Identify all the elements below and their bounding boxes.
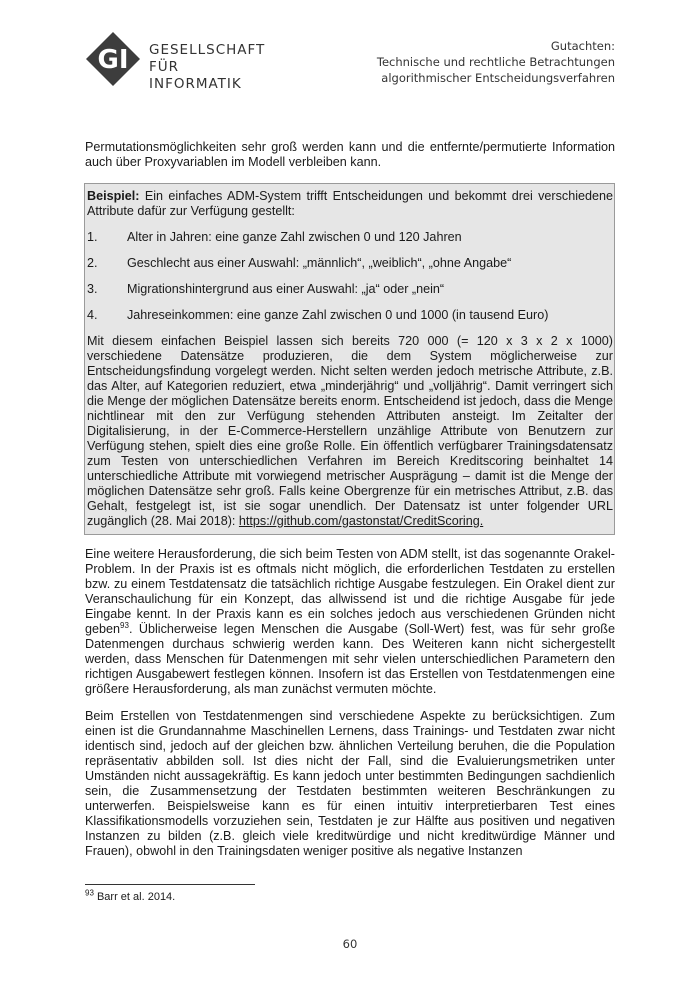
paragraph-test-data: Beim Erstellen von Testdatenmengen sind verschiedene Aspekte zu berücksichtigen. Zum einen ist die Grundannahme Maschinellen Lernens, dass Trainings- und Testdaten zwar nicht identisch sind, jedoch auf der gleichen bzw. ähnlichen Verteilung beruhen, die die Population repräsentativ abbilden soll. Ist dies nicht der Fall, sind die Evaluierungsmetriken unter Umständen nicht aussagekräftig. Es kann jedoch unter bestimmten Bedingungen sachdienlich sein, die Zusammensetzung der Testdaten bestimmten weiteren Beschränkungen zu unterwerfen. Beispielsweise kann es für einen intuitiv interpretierbaren Test eines Klassifikationsmodells vorzuziehen sein, Testdaten je zur Hälfte aus positiven und negativen Instanzen zu bilden (z.B. gleich viele kreditwürdige und nicht kreditwürdige Männer und Frauen), obwohl in den Trainingsdaten weniger positive als negative Instanzen xyxy=(85,709,615,858)
example-lead-text: Ein einfaches ADM-System trifft Entscheidungen und bekommt drei verschiedene Attribute dafür zur Verfügung gestellt: xyxy=(87,189,614,218)
example-body-text: Mit diesem einfachen Beispiel lassen sich bereits 720 000 (= 120 x 3 x 2 x 1000) verschiedene Datensätze produzieren, die dem System möglicherweise zur Entscheidungsfindung vorgelegt werden. Nicht selten werden jedoch metrische Attribute, z.B. das Alter, auf Kategorien reduziert, etwa „minderjährig“ und „volljährig“. Damit verringert sich die Menge der möglichen Datensätze bereits enorm. Entscheidend ist jedoch, dass die Menge nichtlinear mit den zur Verfügung stehenden Attributen ansteigt. Im Zeitalter der Digitalisierung, in der E-Commerce-Herstellern unzählige Attribute von Benutzern zur Verfügung stehen, spielt dies eine große Rolle. Ein öffentlich verfügbarer Trainingsdatensatz zum Testen von unterschiedlichen Verfahren im Bereich Kreditscoring beinhaltet 14 unterschiedliche Attribute mit vorwiegend metrischer Ausprägung – damit ist die Menge der möglichen Datensätze sehr groß. Falls keine Obergrenze für ein metrisches Attribut, z.B. das Gehalt, festgelegt ist, ist sie sogar unendlich. Der Datensatz ist unter folgender URL zugänglich (28. Mai 2018): xyxy=(87,334,613,528)
list-item xyxy=(87,308,613,323)
document-title xyxy=(377,38,615,86)
page-number: 60 xyxy=(342,937,358,951)
example-body xyxy=(87,334,613,529)
list-item-text: Alter in Jahren: eine ganze Zahl zwischen 0 und 120 Jahren xyxy=(127,230,462,244)
list-item-text: Migrationshintergrund aus einer Auswahl: „ja“ oder „nein“ xyxy=(127,282,445,296)
dataset-link[interactable]: https://github.com/gastonstat/CreditScoring. xyxy=(238,514,484,528)
title-line-2: Technische und rechtliche Betrachtungen xyxy=(376,55,615,69)
list-item xyxy=(87,282,613,297)
list-item-number: 1. xyxy=(87,230,98,244)
attribute-list xyxy=(87,230,613,323)
list-item xyxy=(87,256,613,271)
list-item xyxy=(87,230,613,245)
title-line-1: Gutachten: xyxy=(550,39,615,53)
gi-logo xyxy=(85,31,266,92)
footnote-text: Barr et al. 2014. xyxy=(93,891,176,903)
page-content xyxy=(85,140,615,859)
gi-logo-icon xyxy=(85,31,141,87)
list-item-number: 2. xyxy=(87,256,98,270)
footnote xyxy=(85,888,176,903)
logo-mark: GI xyxy=(97,45,129,75)
footnote-divider xyxy=(85,884,255,885)
intro-paragraph: Permutationsmöglichkeiten sehr groß werden kann und die entfernte/permutierte Information auch über Proxyvariablen im Modell verbleiben kann. xyxy=(85,140,615,169)
logo-line-2: FÜR INFORMATIK xyxy=(149,59,242,92)
footnote-number: 93 xyxy=(85,888,94,898)
list-item-text: Jahreseinkommen: eine ganze Zahl zwischen 0 und 1000 (in tausend Euro) xyxy=(127,308,549,322)
list-item-number: 4. xyxy=(87,308,98,322)
organization-name xyxy=(149,42,265,93)
footnote-reference[interactable]: 93 xyxy=(120,620,129,630)
example-label: Beispiel: xyxy=(87,189,140,203)
example-box xyxy=(84,183,615,535)
paragraph-text: . Üblicherweise legen Menschen die Ausgabe (Soll-Wert) fest, was für sehr große Datenmengen durchaus schwierig werden kann. Des Weiteren kann nicht sichergestellt werden, dass Menschen für Datenmengen mit sehr vielen unterschiedlichen Parametern den richtigen Ausgabewert festlegen können. Insofern ist das Erstellen von Testdatenmengen eine größere Herausforderung, als man zunächst vermuten möchte. xyxy=(85,622,615,696)
logo-line-1: GESELLSCHAFT xyxy=(149,42,266,58)
paragraph-oracle-problem xyxy=(85,547,615,697)
example-lead xyxy=(87,189,613,219)
paragraph-text: Eine weitere Herausforderung, die sich beim Testen von ADM stellt, ist das sogenannte Orakel-Problem. In der Praxis ist es oftmals nicht möglich, die erforderlichen Testdaten zu erstellen bzw. zu einem Testdatensatz die tatsächlich richtige Ausgabe festzulegen. Ein Orakel dient zur Veranschaulichung für ein Konzept, das allwissend ist und die richtige Ausgabe für jede Eingabe kennt. In der Praxis kann es ein solches jedoch aus verschiedenen Gründen nicht geben xyxy=(85,547,615,636)
list-item-text: Geschlecht aus einer Auswahl: „männlich“, „weiblich“, „ohne Angabe“ xyxy=(127,256,512,270)
title-line-3: algorithmischer Entscheidungsverfahren xyxy=(381,71,615,85)
list-item-number: 3. xyxy=(87,282,98,296)
